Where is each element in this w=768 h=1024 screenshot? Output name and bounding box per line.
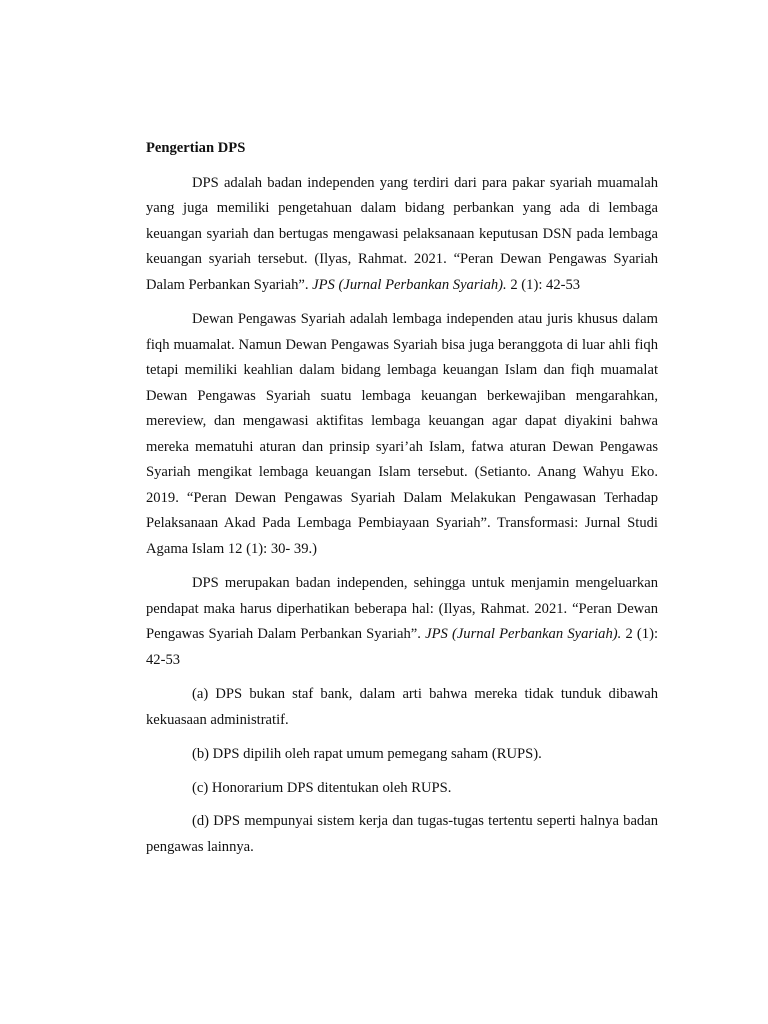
paragraph-text: DPS merupakan badan independen, sehingga untuk menjamin mengeluarkan pendapat maka harus diperhatikan beberapa hal: (Ilyas, Rahmat. 2021. “Peran Dewan Pengawas Syariah Dalam Perbankan Syariah”. (146, 575, 658, 642)
paragraph-definition (146, 171, 658, 299)
section-heading: Pengertian DPS (146, 140, 246, 156)
paragraph-text: DPS adalah badan independen yang terdiri dari para pakar syariah muamalah yang juga memiliki pengetahuan dalam bidang perbankan yang ada di lembaga keuangan syariah dan bertugas mengawasi pelaksanaan keputusan DSN pada lembaga keuangan syariah tersebut. (Ilyas, Rahmat. 2021. “Peran Dewan Pengawas Syariah Dalam Perbankan Syariah”. (146, 174, 658, 293)
list-item-b: (b) DPS dipilih oleh rapat umum pemegang saham (RUPS). (192, 746, 542, 762)
citation-tail: 2 (1): 42-53 (506, 276, 581, 293)
paragraph-independence (146, 571, 658, 673)
journal-citation: JPS (Jurnal Perbankan Syariah). (425, 626, 622, 642)
document-body (146, 136, 658, 869)
list-item-c: (c) Honorarium DPS ditentukan oleh RUPS. (192, 779, 452, 796)
citation-tail: 2 (1): 42-53 (146, 626, 658, 668)
journal-citation: JPS (Jurnal Perbankan Syariah). (312, 276, 507, 293)
list-item-a: (a) DPS bukan staf bank, dalam arti bahwa mereka tidak tunduk dibawah kekuasaan administratif. (146, 686, 658, 728)
paragraph-dewan-pengawas: Dewan Pengawas Syariah adalah lembaga independen atau juris khusus dalam fiqh muamalat. Namun Dewan Pengawas Syariah bisa juga beranggota di luar ahli fiqh tetapi memiliki keahlian dalam bidang lembaga keuangan Islam dan fiqh muamalat Dewan Pengawas Syariah suatu lembaga keuangan berkewajiban mengarahkan, mereview, dan mengawasi aktifitas lembaga keuangan agar dapat diyakini bahwa mereka mematuhi aturan dan prinsip syari’ah Islam, fatwa aturan Dewan Pengawas Syariah mengikat lembaga keuangan Islam tersebut. (Setianto. Anang Wahyu Eko. 2019. “Peran Dewan Pengawas Syariah Dalam Melakukan Pengawasan Terhadap Pelaksanaan Akad Pada Lembaga Pembiayaan Syariah”. Transformasi: Jurnal Studi Agama Islam 12 (1): 30- 39.) (146, 311, 658, 557)
list-item-d: (d) DPS mempunyai sistem kerja dan tugas-tugas tertentu seperti halnya badan pengawas lainnya. (146, 813, 658, 855)
